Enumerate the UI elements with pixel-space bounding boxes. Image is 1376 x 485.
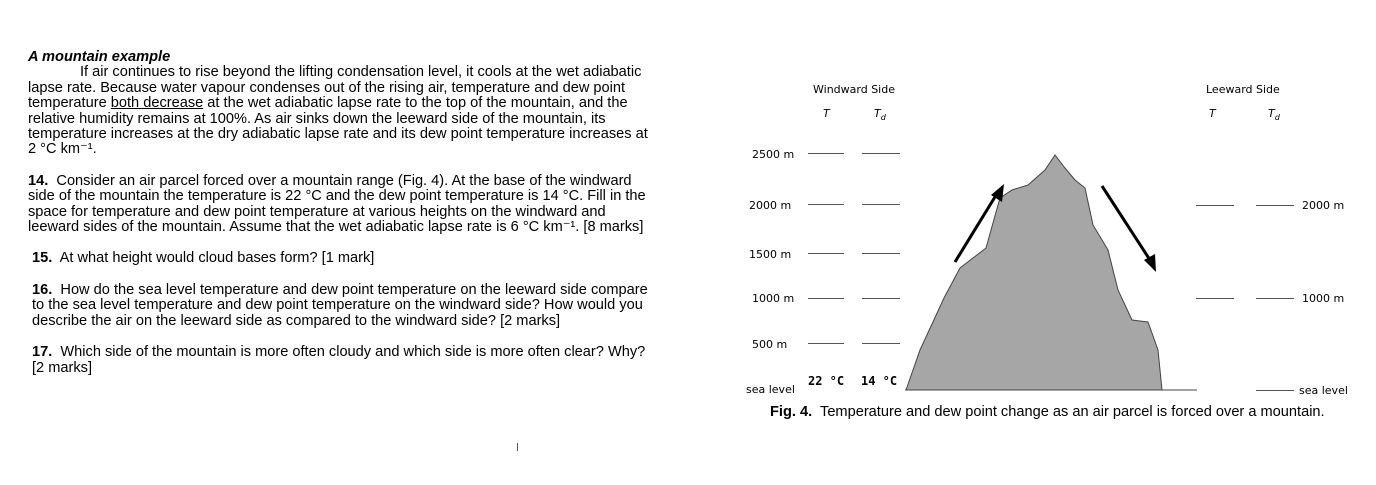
blank-w-td-500[interactable] (862, 343, 900, 344)
height-1000: 1000 m (752, 292, 795, 305)
question-15: 15. At what height would cloud bases form? [1 mark] (32, 250, 375, 267)
intro-line-3a: temperature (28, 95, 111, 112)
intro-line-1: If air continues to rise beyond the lifting condensation level, it cools at the wet adiabatic (80, 64, 642, 81)
blank-l-td-1000[interactable] (1256, 298, 1294, 299)
question-16: 16. How do the sea level temperature and dew point temperature on the leeward side compare to the sea level temperature and dew point temperature on the windward side? How would you describe the air on the leeward side as compared to the windward side? [2 marks] (32, 281, 648, 329)
question-14: 14. Consider an air parcel forced over a mountain range (Fig. 4). At the base of the windward side of the mountain the temperature is 22 °C and the dew point temperature is 14 °C. Fill in the space for temperature and dew point temperature at various heights on the windward and leeward sides of the mountain. Assume that the wet adiabatic lapse rate is 6 °C km⁻¹. [8 marks] (28, 172, 646, 236)
blank-l-td-2000[interactable] (1256, 205, 1294, 206)
section-title: A mountain example (28, 49, 171, 65)
blank-w-t-500[interactable] (808, 343, 844, 344)
blank-w-td-1500[interactable] (862, 253, 900, 254)
leeward-td-header: $T_d$ (1268, 107, 1280, 123)
intro-line-2: lapse rate. Because water vapour condenses out of the rising air, temperature and dew point (28, 79, 626, 96)
leeward-label: Leeward Side (1206, 83, 1280, 96)
mountain (906, 155, 1162, 390)
question-17: 17. Which side of the mountain is more often cloudy and which side is more often clear? Why? [2 marks] (32, 344, 646, 376)
windward-td-header: $T_d$ (874, 107, 886, 123)
windward-t-header: T (823, 107, 830, 120)
figure-caption (770, 404, 1325, 420)
blank-l-t-2000[interactable] (1196, 205, 1234, 206)
blank-l-t-1000[interactable] (1196, 298, 1234, 299)
blank-l-td-sea[interactable] (1256, 390, 1294, 391)
height-sea-level: sea level (746, 383, 795, 396)
intro-line-6: 2 °C km⁻¹. (28, 141, 97, 158)
base-dewpoint: 14 °C (861, 374, 898, 388)
windward-label: Windward Side (813, 83, 895, 96)
blank-w-t-1000[interactable] (808, 298, 844, 299)
leeward-t-header: T (1209, 107, 1216, 120)
height-2000: 2000 m (749, 199, 792, 212)
sinking-arrow-head (1144, 254, 1156, 272)
blank-w-td-2000[interactable] (862, 204, 900, 205)
height-2500: 2500 m (752, 148, 795, 161)
intro-line-4: relative humidity remains at 100%. As air sinks down the leeward side of the mountain, its (28, 110, 606, 127)
right-height-1000: 1000 m (1302, 292, 1345, 305)
intro-line-3b: at the wet adiabatic lapse rate to the top of the mountain, and the (203, 95, 628, 112)
text-column (28, 50, 708, 376)
right-height-2000: 2000 m (1302, 199, 1345, 212)
leeward-td-sub: d (1274, 113, 1280, 123)
sinking-arrow (1102, 186, 1150, 260)
intro-paragraph (28, 65, 708, 157)
caption-label: Fig. 4. (770, 404, 813, 420)
blank-w-td-1000[interactable] (862, 298, 900, 299)
blank-w-t-1500[interactable] (808, 253, 844, 254)
caption-text: Temperature and dew point change as an air parcel is forced over a mountain. (812, 404, 1325, 420)
base-temperature: 22 °C (808, 374, 845, 388)
page-mark (517, 443, 518, 451)
mountain-diagram (900, 150, 1200, 395)
intro-underlined: both decrease (110, 95, 204, 112)
right-height-sea-level: sea level (1299, 384, 1348, 397)
blank-w-td-2500[interactable] (862, 153, 900, 154)
height-1500: 1500 m (749, 248, 792, 261)
intro-line-5: temperature increases at the dry adiabatic lapse rate and its dew point temperature increases at (28, 126, 648, 143)
blank-w-t-2000[interactable] (808, 204, 844, 205)
windward-td-sub: d (880, 113, 886, 123)
height-500: 500 m (752, 338, 788, 351)
blank-w-t-2500[interactable] (808, 153, 844, 154)
